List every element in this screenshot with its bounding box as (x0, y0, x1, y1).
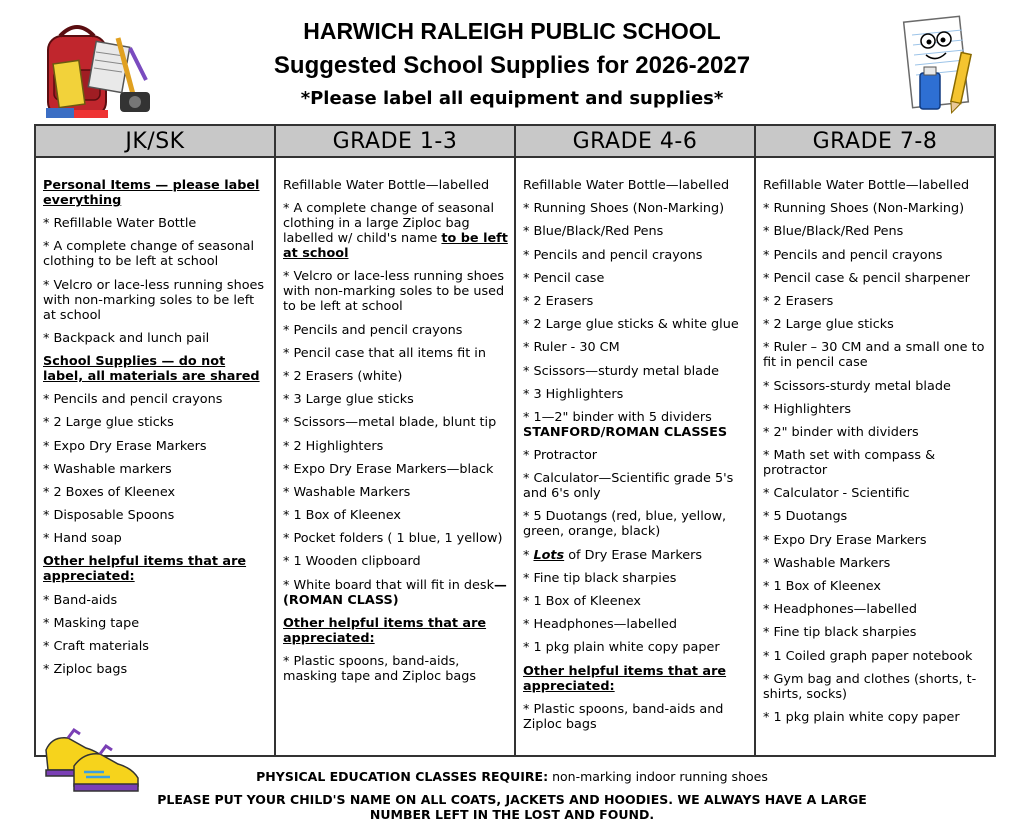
supply-item: * Hand soap (43, 531, 122, 547)
supply-item: * Headphones—labelled (523, 617, 677, 633)
supply-item: * Refillable Water Bottle (43, 216, 197, 232)
supply-item: * 3 Highlighters (523, 386, 624, 402)
supply-item: * 1 Box of Kleenex (523, 594, 641, 609)
supply-item: * Protractor (523, 448, 598, 464)
supply-item: * Ruler - 30 CM (523, 340, 620, 356)
supply-item: * 2 Erasers (523, 293, 594, 309)
supply-item: * Ruler – 30 CM and a small one to fit in pencil case (763, 340, 985, 371)
supply-item: * Calculator - Scientific (763, 486, 910, 502)
section-heading: Other helpful items that are appreciated: (283, 615, 487, 646)
supply-item: * Masking tape (43, 615, 140, 631)
supply-item: * Expo Dry Erase Markers (43, 438, 207, 454)
supply-item: * Craft materials (43, 639, 149, 654)
supply-item: * Expo Dry Erase Markers (763, 532, 927, 548)
column-heading-grade-7-8: GRADE 7-8 (755, 125, 995, 157)
supply-item: * Headphones—labelled (763, 602, 917, 618)
supply-item: * White board that will fit in desk—(ROMAN CLASS) (283, 577, 507, 608)
supply-item: Refillable Water Bottle—labelled (283, 178, 490, 193)
supply-item: * Washable markers (43, 461, 172, 477)
column-heading-grade-1-3: GRADE 1-3 (275, 125, 515, 157)
supply-item: * Pencils and pencil crayons (763, 247, 943, 263)
section-heading: Other helpful items that are appreciated: (523, 663, 727, 694)
supply-item: * Scissors—sturdy metal blade (523, 363, 720, 379)
supply-item: * 2 Large glue sticks & white glue (523, 317, 739, 333)
supply-item: * 2 Erasers (763, 293, 834, 309)
supply-item: * 2" binder with dividers (763, 424, 919, 440)
supply-item: * Scissors—metal blade, blunt tip (283, 415, 497, 431)
supply-item: * 5 Duotangs (763, 509, 848, 525)
lost-and-found-notice (0, 792, 1024, 822)
supply-item: * Expo Dry Erase Markers—black (283, 461, 494, 477)
supply-item: * Velcro or lace-less running shoes with non-marking soles to be left at school (43, 277, 265, 323)
supply-item: * 1—2" binder with 5 dividers STANFORD/ROMAN CLASSES (523, 409, 728, 440)
pe-requirement-text: non-marking indoor running shoes (548, 769, 768, 784)
supply-item: * Blue/Black/Red Pens (763, 224, 904, 240)
supply-item: * 2 Boxes of Kleenex (43, 484, 176, 500)
supply-item: * Plastic spoons, band-aids, masking tape and Ziploc bags (283, 654, 476, 684)
supply-item: * 2 Highlighters (283, 438, 384, 454)
column-grade-1-3 (275, 157, 515, 756)
pe-requirement-label: PHYSICAL EDUCATION CLASSES REQUIRE: (256, 769, 549, 784)
supply-item: * Math set with compass & protractor (763, 448, 936, 479)
supply-item: * 3 Large glue sticks (283, 392, 414, 408)
supply-item: * Washable Markers (763, 555, 891, 571)
supply-item: * Pencil case (523, 270, 605, 286)
supply-item: Refillable Water Bottle—labelled (763, 178, 970, 193)
supply-item: * A complete change of seasonal clothing in a large Ziploc bag labelled w/ child's name to be left at school (283, 201, 508, 262)
column-grade-7-8 (755, 157, 995, 756)
column-jk-sk (35, 157, 275, 756)
supply-item: * 2 Large glue sticks (43, 415, 174, 431)
supply-item: * Calculator—Scientific grade 5's and 6's only (523, 471, 734, 502)
supply-item: * Blue/Black/Red Pens (523, 224, 664, 240)
supplies-table (34, 124, 996, 757)
supply-item: * 5 Duotangs (red, blue, yellow, green, orange, black) (523, 509, 727, 540)
section-heading: School Supplies — do not label, all materials are shared (43, 353, 260, 384)
label-note: *Please label all equipment and supplies* (300, 88, 724, 109)
supply-item: Refillable Water Bottle—labelled (523, 178, 730, 193)
supply-item: * Ziploc bags (43, 662, 128, 678)
supply-item: * Washable Markers (283, 484, 411, 500)
running-shoes-clipart (40, 720, 142, 798)
column-grade-4-6 (515, 157, 755, 756)
column-heading-grade-4-6: GRADE 4-6 (515, 125, 755, 157)
supply-item: * Pencil case that all items fit in (283, 345, 486, 361)
supply-item: * 1 Box of Kleenex (763, 579, 881, 594)
supply-item: * Band-aids (43, 592, 118, 608)
supply-item: * Running Shoes (Non-Marking) (523, 201, 725, 217)
supply-item: * Pencil case & pencil sharpener (763, 270, 970, 286)
supply-item: * Fine tip black sharpies (523, 570, 677, 586)
supply-item: * Running Shoes (Non-Marking) (763, 201, 965, 217)
supply-item: * Disposable Spoons (43, 508, 175, 524)
supply-item: * Pencils and pencil crayons (43, 392, 223, 408)
supply-item: * Lots of Dry Erase Markers (523, 547, 703, 563)
supply-item: * Pencils and pencil crayons (523, 247, 703, 263)
supply-item: * Plastic spoons, band-aids and Ziploc bags (523, 701, 724, 732)
supply-item: * A complete change of seasonal clothing to be left at school (43, 239, 255, 270)
page-title: Suggested School Supplies for 2026-2027 (273, 52, 751, 79)
backpack-supplies-clipart (38, 18, 156, 124)
supply-item: * 2 Large glue sticks (763, 317, 894, 333)
supply-item: * Pocket folders ( 1 blue, 1 yellow) (283, 531, 503, 547)
school-name: HARWICH RALEIGH PUBLIC SCHOOL (303, 18, 721, 44)
supply-item: * 1 pkg plain white copy paper (523, 640, 720, 656)
supply-item: * Velcro or lace-less running shoes with non-marking soles to be used to be left at school (283, 269, 505, 315)
column-heading-jk-sk: JK/SK (35, 125, 275, 157)
supply-item: * 2 Erasers (white) (283, 368, 403, 384)
supply-item: * 1 Coiled graph paper notebook (763, 648, 973, 664)
supply-item: * 1 Box of Kleenex (283, 508, 401, 524)
lost-and-found-text: PLEASE PUT YOUR CHILD'S NAME ON ALL COATS, JACKETS AND HOODIES. WE ALWAYS HAVE A LARGE NUMBER LEFT IN THE LOST AND FOUND. (157, 792, 867, 822)
pe-requirement (0, 769, 1024, 784)
supply-item: * 1 pkg plain white copy paper (763, 709, 960, 725)
paper-glue-pencil-clipart (902, 15, 984, 115)
supply-item: * Gym bag and clothes (shorts, t-shirts, socks) (763, 671, 977, 702)
supply-item: * 1 Wooden clipboard (283, 554, 421, 570)
supply-item: * Highlighters (763, 401, 852, 417)
section-heading: Other helpful items that are appreciated: (43, 554, 247, 585)
supply-item: * Backpack and lunch pail (43, 330, 210, 346)
supply-item: * Scissors-sturdy metal blade (763, 378, 951, 394)
section-heading: Personal Items — please label everything (43, 178, 260, 208)
supply-item: * Pencils and pencil crayons (283, 322, 463, 338)
supply-item: * Fine tip black sharpies (763, 625, 917, 641)
